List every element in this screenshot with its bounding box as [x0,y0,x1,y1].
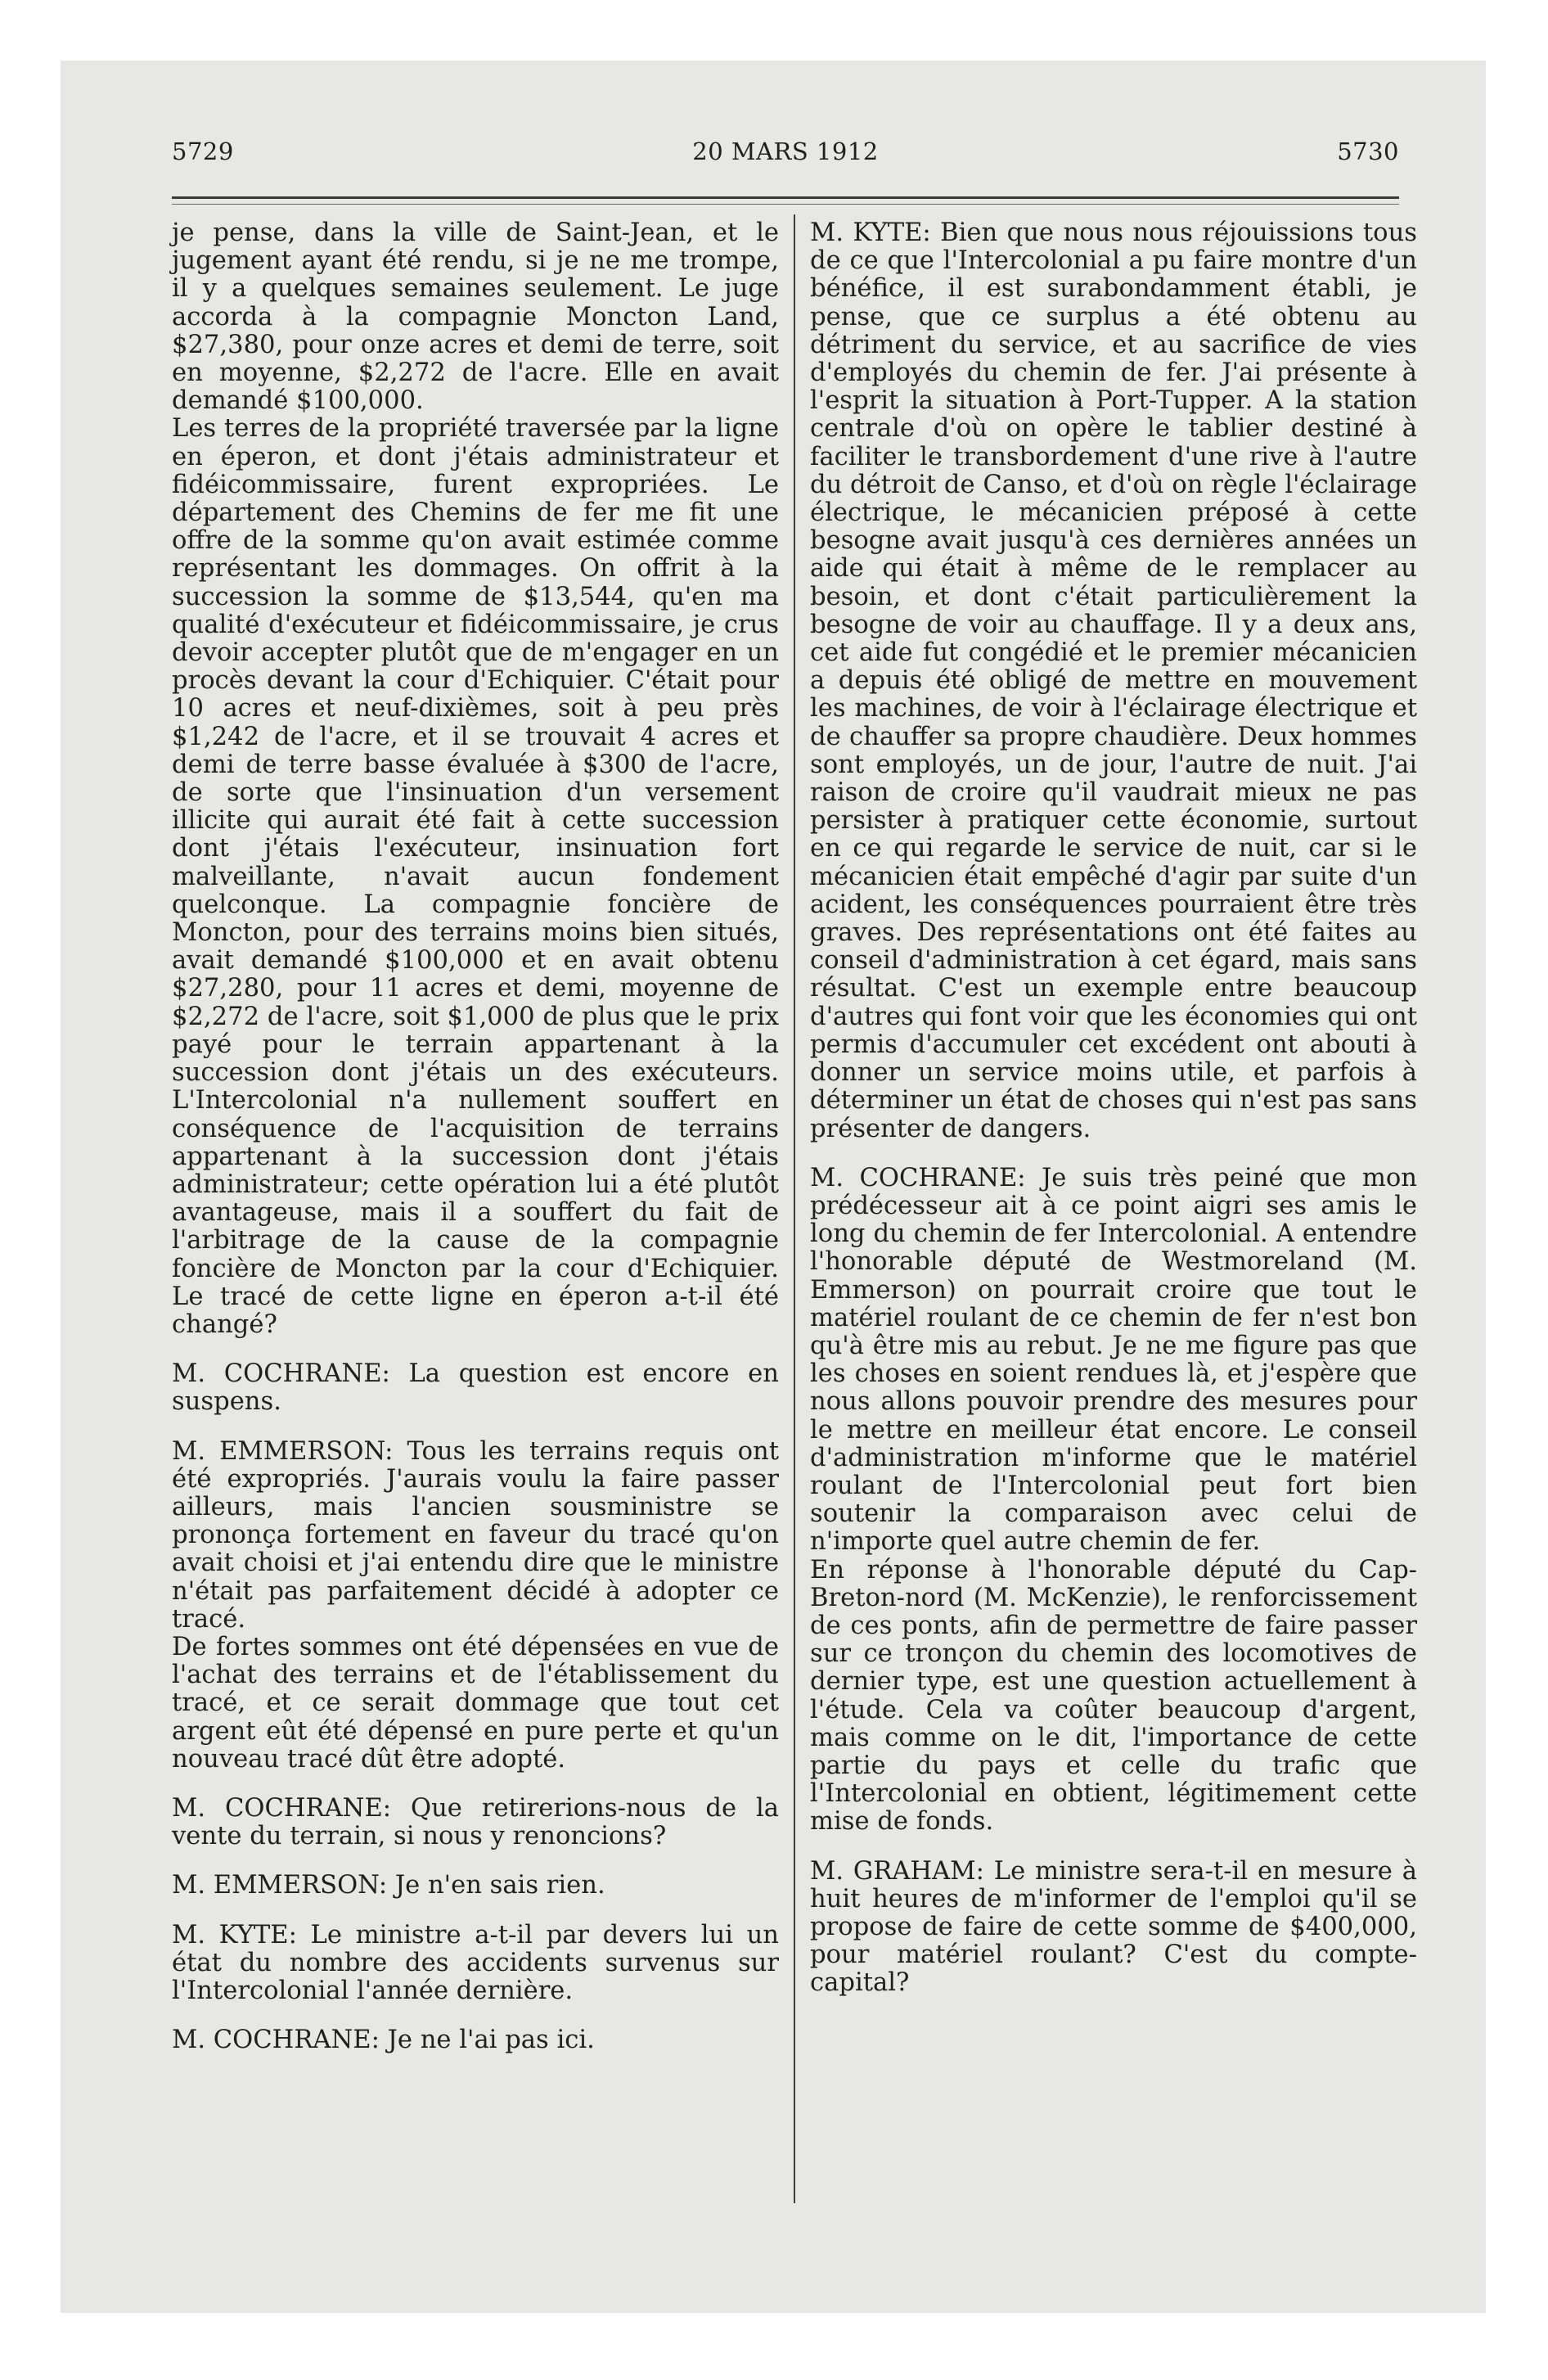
column-divider [794,214,795,2203]
page-number-left: 5729 [172,137,234,165]
page-number-right: 5730 [1337,137,1399,165]
left-column [172,219,779,2054]
speaker-paragraph: M. COCHRANE: Je suis très peiné que mon prédécesseur ait à ce point aigri ses amis le long du chemin de fer Intercolonial. A entendre l'honorable député de Westmoreland (M. Emmerson) on pourrait croire que tout le matériel roulant de ce chemin de fer n'est bon qu'à être mis au rebut. Je ne me figure pas que les choses en soient rendues là, et j'espère que nous allons pouvoir prendre des mesures pour le mettre en meilleur état encore. Le conseil d'administration m'informe que le matériel roulant de l'Intercolonial peut fort bien soutenir la comparaison avec celui de n'importe quel autre chemin de fer. [810,1163,1417,1557]
paragraph: je pense, dans la ville de Saint-Jean, et le jugement ayant été rendu, si je ne me trompe, il y a quelques semaines seulement. Le juge accorda à la compagnie Moncton Land, $27,380, pour onze acres et demi de terre, soit en moyenne, $2,272 de l'acre. Elle en avait demandé $100,000. [172,219,779,416]
speaker-paragraph: M. KYTE: Bien que nous nous réjouissions tous de ce que l'Intercolonial a pu faire montre d'un bénéfice, il est surabondamment établi, je pense, que ce surplus a été obtenu au détriment du service, et au sacrifice de vies d'employés du chemin de fer. J'ai présente à l'esprit la situation à Port-Tupper. A la station centrale d'où on opère le tablier destiné à faciliter le transbordement d'une rive à l'autre du détroit de Canso, et d'où on règle l'éclairage électrique, le mécanicien préposé à cette besogne avait jusqu'à ces dernières années un aide qui était à même de le remplacer au besoin, et dont c'était particulièrement la besogne de voir au chauffage. Il y a deux ans, cet aide fut congédié et le premier mécanicien a depuis été obligé de mettre en mouvement les machines, de voir à l'éclairage électrique et de chauffer sa propre chaudière. Deux hommes sont employés, un de jour, l'autre de nuit. J'ai raison de croire qu'il vaudrait mieux ne pas persister à pratiquer cette économie, surtout en ce qui regarde le service de nuit, car si le mécanicien était empêché d'agir par suite d'un acident, les conséquences pourraient être très graves. Des représentations ont été faites au conseil d'administration à cet égard, mais sans résultat. C'est un exemple entre beaucoup d'autres qui font voir que les économies qui ont permis d'accumuler cet excédent ont abouti à donner un service moins utile, et parfois à déterminer un état de choses qui n'est pas sans présenter de dangers. [810,219,1417,1143]
header-rule [172,196,1399,199]
paragraph: Les terres de la propriété traversée par la ligne en éperon, et dont j'étais administrateur et fidéicommissaire, furent expropriées. Le département des Chemins de fer me fit une offre de la somme qu'on avait estimée comme représentant les dommages. On offrit à la succession la somme de $13,544, qu'en ma qualité d'exécuteur et fidéicommissaire, je crus devoir accepter plutôt que de m'engager en un procès devant la cour d'Echiquier. C'était pour 10 acres et neuf-dixièmes, soit à peu près $1,242 de l'acre, et il se trouvait 4 acres et demi de terre basse évaluée à $300 de l'acre, de sorte que l'insinuation d'un versement illicite qui aurait été fait à cette succession dont j'étais l'exécuteur, insinuation fort malveillante, n'avait aucun fondement quelconque. La compagnie foncière de Moncton, pour des terrains moins bien situés, avait demandé $100,000 et en avait obtenu $27,280, pour 11 acres et demi, moyenne de $2,272 de l'acre, soit $1,000 de plus que le prix payé pour le terrain appartenant à la succession dont j'étais un des exécuteurs. L'Intercolonial n'a nullement souffert en conséquence de l'acquisition de terrains appartenant à la succession dont j'étais administrateur; cette opération lui a été plutôt avantageuse, mais il a souffert du fait de l'arbitrage de la cause de la compagnie foncière de Moncton par la cour d'Echiquier. Le tracé de cette ligne en éperon a-t-il été changé? [172,414,779,1339]
header-rule-thin [172,204,1399,205]
page-date: 20 MARS 1912 [692,137,879,165]
paragraph: En réponse à l'honorable député du Cap-Breton-nord (M. McKenzie), le renforcissement de ces ponts, afin de permettre de faire passer sur ce tronçon du chemin des locomotives de dernier type, est une question actuellement à l'étude. Cela va coûter beaucoup d'argent, mais comme on le dit, l'importance de cette partie du pays et celle du trafic que l'Intercolonial en obtient, légitimement cette mise de fonds. [810,1555,1417,1837]
right-column [810,219,1417,1998]
speaker-paragraph: M. GRAHAM: Le ministre sera-t-il en mesure à huit heures de m'informer de l'emploi qu'il se propose de faire de cette somme de $400,000, pour matériel roulant? C'est du compte-capital? [810,1856,1417,1998]
speaker-paragraph: M. KYTE: Le ministre a-t-il par devers lui un état du nombre des accidents survenus sur l'Intercolonial l'année dernière. [172,1920,779,2005]
page-header [172,137,1399,170]
speaker-paragraph: M. EMMERSON: Je n'en sais rien. [172,1871,605,1900]
speaker-paragraph: M. COCHRANE: La question est encore en suspens. [172,1359,779,1417]
paragraph: De fortes sommes ont été dépensées en vue de l'achat des terrains et de l'établissement du tracé, et ce serait dommage que tout cet argent eût été dépensé en pure perte et qu'un nouveau tracé dût être adopté. [172,1632,779,1774]
speaker-paragraph: M. EMMERSON: Tous les terrains requis ont été expropriés. J'aurais voulu la faire passer ailleurs, mais l'ancien sousministre se prononça fortement en faveur du tracé qu'on avait choisi et j'ai entendu dire que le ministre n'était pas parfaitement décidé à adopter ce tracé. [172,1436,779,1634]
speaker-paragraph: M. COCHRANE: Je ne l'ai pas ici. [172,2026,595,2055]
speaker-paragraph: M. COCHRANE: Que retirerions-nous de la vente du terrain, si nous y renoncions? [172,1793,779,1851]
